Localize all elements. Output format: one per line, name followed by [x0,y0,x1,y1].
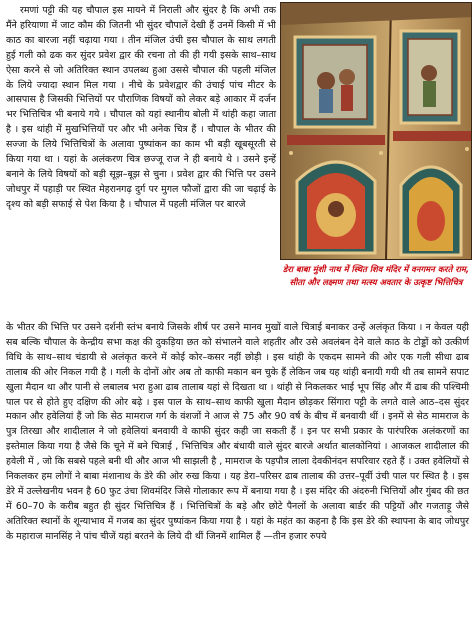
article-full-width-text: के भीतर की भित्ति पर उसने दर्शनी स्तंभ बनाये जिसके शीर्ष पर उसने मानव मुखों वाले चित्राई बनाकर उन्हें अलंकृत किया । न केवल यही सब बल्कि चौपाल के केन्द्रीय सभा कक्ष की दुकड़िया छत को संभालने वाले शहतीर और उसे अवलंबन देने वाले काठ के टोड्डों को उत्कीर्ण विधि के साथ–साथ चंडायी से अलंकृत करने में कोई कोर–कसर नहीं छोड़ी । इस थांही के एकदम सामने की ओर एक गली सीधा ढाब तालाब की ओर निकल गयी है । गली के दोनों ओर अब तो काफी मकान बन चुके हैं लेकिन जब यह थांही बनायी गयी थी तब सामने सपाट खुला मैदान था और पानी से लबालब भरा हुआ ढाब तालाब यहां से दिखता था । थांही से निकलकर भाई भूप सिंह और मैं ढाब की पश्चिमी पाल पर से होते हुए दक्षिण की ओर बढ़े । इस पाल के साथ–साथ काफी खुला मैदान छोड़कर सिंगारा पट्टी के लगते वाले आठ–दस सुंदर मकान और हवेलियां हैं जो कि सेठ मामराज गर्ग के वंशजों ने आज से 75 और 90 वर्ष के बीच में बनवायी थीं । इनमें से सेठ मामराज के पुत्र तिरखा और शादीलाल ने जो हवेलियां बनवायी वे काफी सुंदर कही जा सकती हैं । इन पर सभी प्रकार के पारंपरिक अलंकरणों का इस्तेमाल किया गया है जैसे कि चूने में बने चित्राई , भित्तिचित्र और बंधायी वाले सुंदर बारजे अर्थात बालकोनियां । आजकल शादीलाल की हवेली में , जो कि सबसे पहले बनी थी और आज भी साझली है , मामराज के पड़पौत्र लाला देवकीनंदन सपरिवार रहते हैं । उक्त हवेलियों से निकलकर हम लोगों ने बाबा मंशानाथ के डेरे की ओर रुख किया । यह डेरा–परिसर ढाब तालाब की उत्तर–पूर्वी उंची पाल पर स्थित है । इस डेरे में उल्लेखनीय भवन है 60 फुट उंचा शिवमंदिर जिसे गोलाकार रूप में बनाया गया है । इस मंदिर की अंदरुनी भित्तियों और गुंबद की छत में 60–70 के करीब बहुत ही सुंदर भित्तिचित्र हैं । भित्तिचित्रों के बड़े और छोटे पैनलों के अलावा बार्डर की पट्टियों और गजताड़ू जैसे अतिरिक्त स्थानों के शून्याभाव में गजब का सुंदर पुष्पांकन किया गया है । यहां के महंत का कहना है कि इस डेरे की स्थापना के बाद जोधपुर के महाराज मानसिंह ने पांच चीजें यहां बरतने के लिये दी थीं जिनमें शामिल हैं —तीन हजार रुपये [6,322,469,542]
mural-photo [280,2,472,260]
photo-caption: डेरा बाबा मुंशी नाथ में स्थित शिव मंदिर में वनगमन करते राम, सीता और लक्ष्मण तथा मत्स्य अवतार के उत्कृष्ट भित्तिचित्र [282,264,470,287]
mural-illustration [281,3,472,260]
article-column-text: रमणां पट्टी की यह चौपाल इस मायने में निराली और सुंदर है कि अभी तक मैंने हरियाणा में जाट कौम की जितनी भी सुंदर चौपालें देखी हैं उनमें किसी में भी काठ का बारजा नहीं चढ़ाया गया । तीन मंजिल उंची इस चौपाल के साथ लगती हुई गली को ढक कर सुंदर प्रवेश द्वार की रचना तो की ही गयी इसके साथ–साथ ऐसा करने से जो अतिरिक्त स्थान उपलब्ध हुआ उससे चौपाल की पहली मंजिल के लिये ज्यादा स्थान मिल गया । नीचे के प्रवेशद्वार की उंचाई पांच मीटर के आसपास है जिसकी भित्तियों पर पौराणिक विषयों को लेकर बड़े आकार में दर्जन भर भित्तिचित्र भी बनाये गये । चौपाल को यहां स्थानीय बोली में थांही कहा जाता है । इस थांही में मुखभित्तियों पर और भी अनेक चित्र हैं । चौपाल के भीतर की सज्जा के लिये भित्तिचित्रों के अलावा पुष्पांकन का काम भी बड़ी खूबसूरती से किया गया था । यहां के अलंकरण चित्र छज्जू राज ने ही बनाये थे । उसने इन्हें बनाने के लिये विषयों को बड़ी सूझ–बूझ से चुना । प्रवेश द्वार की भित्ति पर उसने जोधपुर में पहाड़ी पर स्थित मेहरानगढ़ दुर्ग पर मुगल फौजों द्वारा की जा चढ़ाई के दृश्य को बड़ी सफाई से पेश किया है । चौपाल में पहली मंजिल पर बारजे [6,5,276,210]
